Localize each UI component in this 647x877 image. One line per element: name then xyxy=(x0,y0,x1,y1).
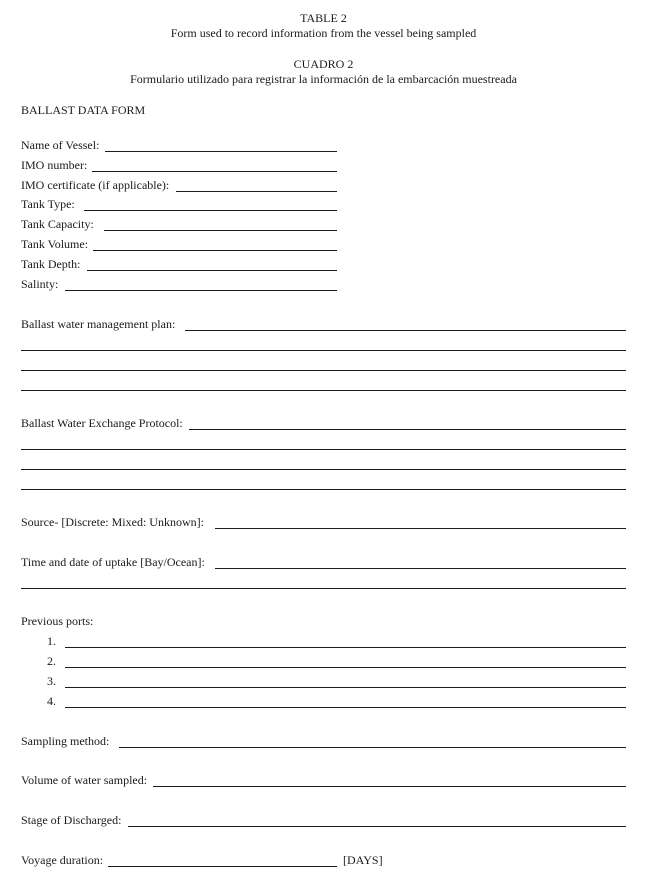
tank-depth-label: Tank Depth: xyxy=(21,257,81,271)
tank-capacity-label: Tank Capacity: xyxy=(21,217,94,231)
port-number: 2. xyxy=(47,654,56,668)
stage-discharged-label: Stage of Discharged: xyxy=(21,813,122,827)
tank-type-field[interactable] xyxy=(84,210,337,211)
imo-number-field[interactable] xyxy=(92,171,337,172)
uptake-field[interactable] xyxy=(215,568,626,569)
exchange-protocol-line[interactable] xyxy=(21,469,626,470)
stage-discharged-field[interactable] xyxy=(128,826,626,827)
uptake-label: Time and date of uptake [Bay/Ocean]: xyxy=(21,555,205,569)
sampling-method-field[interactable] xyxy=(119,747,626,748)
port-field[interactable] xyxy=(65,647,626,648)
port-field[interactable] xyxy=(65,707,626,708)
cuadro-caption: Formulario utilizado para registrar la información de la embarcación muestreada xyxy=(130,72,517,86)
port-number: 4. xyxy=(47,694,56,708)
tank-type-label: Tank Type: xyxy=(21,197,75,211)
imo-certificate-field[interactable] xyxy=(176,191,337,192)
tank-volume-label: Tank Volume: xyxy=(21,237,89,251)
salinity-label: Salinty: xyxy=(21,277,59,291)
management-plan-line[interactable] xyxy=(21,370,626,371)
previous-ports-label: Previous ports: xyxy=(21,614,94,628)
tank-depth-field[interactable] xyxy=(87,270,337,271)
exchange-protocol-label: Ballast Water Exchange Protocol: xyxy=(21,416,183,430)
management-plan-line[interactable] xyxy=(21,390,626,391)
port-field[interactable] xyxy=(65,687,626,688)
salinity-field[interactable] xyxy=(65,290,337,291)
days-unit-label: [DAYS] xyxy=(343,853,383,867)
exchange-protocol-line[interactable] xyxy=(21,449,626,450)
uptake-line[interactable] xyxy=(21,588,626,589)
exchange-protocol-line[interactable] xyxy=(21,489,626,490)
imo-certificate-label: IMO certificate (if applicable): xyxy=(21,178,170,192)
tank-volume-field[interactable] xyxy=(93,250,337,251)
management-plan-field[interactable] xyxy=(185,330,626,331)
voyage-duration-label: Voyage duration: xyxy=(21,853,104,867)
source-field[interactable] xyxy=(215,528,626,529)
tank-capacity-field[interactable] xyxy=(104,230,337,231)
volume-sampled-label: Volume of water sampled: xyxy=(21,773,148,787)
imo-number-label: IMO number: xyxy=(21,158,88,172)
table-title: TABLE 2 xyxy=(300,11,347,25)
source-label: Source- [Discrete: Mixed: Unknown]: xyxy=(21,515,204,529)
vessel-name-field[interactable] xyxy=(105,151,337,152)
sampling-method-label: Sampling method: xyxy=(21,734,110,748)
management-plan-line[interactable] xyxy=(21,350,626,351)
table-caption: Form used to record information from the vessel being sampled xyxy=(170,26,477,40)
volume-sampled-field[interactable] xyxy=(153,786,626,787)
management-plan-label: Ballast water management plan: xyxy=(21,317,176,331)
port-field[interactable] xyxy=(65,667,626,668)
port-number: 1. xyxy=(47,634,56,648)
port-number: 3. xyxy=(47,674,56,688)
form-title: BALLAST DATA FORM xyxy=(21,103,146,117)
vessel-name-label: Name of Vessel: xyxy=(21,138,100,152)
exchange-protocol-field[interactable] xyxy=(189,429,626,430)
cuadro-title: CUADRO 2 xyxy=(293,57,354,71)
voyage-duration-field[interactable] xyxy=(108,866,337,867)
